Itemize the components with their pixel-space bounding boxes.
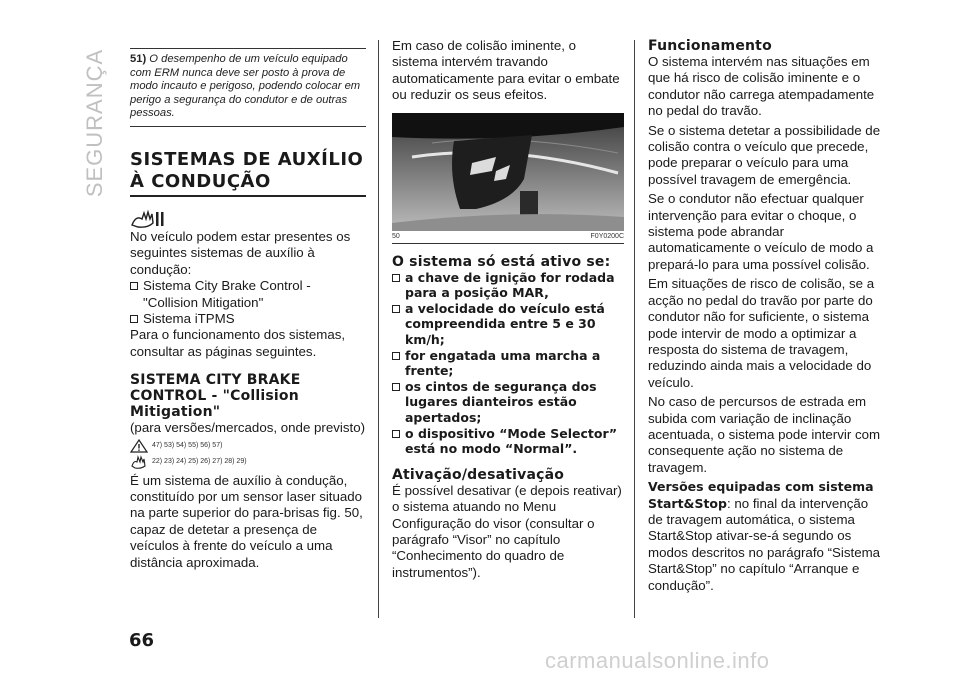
list-item: a velocidade do veículo está compreendida entre 5 e 30 km/h; [392, 301, 624, 348]
list-item: o dispositivo “Mode Selector” está no modo “Normal”. [392, 426, 624, 457]
figure-number: 50 [392, 232, 400, 240]
bullet-square-icon [392, 352, 400, 360]
page-number: 66 [129, 630, 155, 651]
warning-references [130, 439, 366, 453]
operation-paragraph: O sistema intervém nas situações em que há risco de colisão iminente e o condutor não carrega atempadamente no pedal do travão. [648, 54, 875, 119]
figure-code: F0Y0200C [590, 232, 624, 240]
warning-hand-icon [130, 209, 166, 229]
list-item: a chave de ignição for rodada para a posição MAR, [392, 270, 624, 301]
operation-paragraph: Se o sistema detetar a possibilidade de colisão contra o veículo que precede, pode preparar o veículo para uma possível travagem de emergência. [648, 122, 881, 187]
versions-note: (para versões/mercados, onde previsto) [130, 420, 366, 436]
note-number: 51) [130, 53, 147, 65]
activation-paragraph: É possível desativar (e depois reativar) o sistema atuando no Menu Configuração do visor (consultar o parágrafo “Visor” no capítulo “Conhecimento do quadro de instrumentos”). [392, 482, 622, 580]
figure-caption [392, 231, 624, 244]
column-left [130, 40, 366, 571]
warning-triangle-icon [130, 439, 148, 453]
bullet-square-icon [130, 282, 138, 290]
list-item: os cintos de segurança dos lugares dianteiros estão apertados; [392, 379, 624, 426]
warning-note [130, 48, 366, 127]
bullet-square-icon [130, 315, 138, 323]
intro-paragraph: No veículo podem estar presentes os seguintes sistemas de auxílio à condução: [130, 228, 351, 277]
column-divider [634, 40, 635, 618]
side-tab-label: SEGURANÇA [82, 48, 108, 198]
column-right [648, 38, 884, 594]
caution-refs-text: 22) 23) 24) 25) 26) 27) 28) 29) [152, 458, 247, 466]
description-paragraph: É um sistema de auxílio à condução, constituído por um sensor laser situado na parte superior do para-brisas fig. 50, capaz de detetar a presença de veículos à frente do veículo a uma distância aproximada. [130, 472, 363, 570]
icon-row [130, 209, 366, 229]
caution-references [130, 455, 366, 469]
column-middle [392, 38, 624, 581]
figure-windshield-sensor [392, 113, 624, 231]
bullet-square-icon [392, 305, 400, 313]
startstop-lead: Versões equipadas com sistema Start&Stop [648, 479, 874, 511]
caution-hand-icon [130, 455, 148, 469]
windshield-sensor-illustration [392, 113, 624, 231]
operation-paragraph: Em situações de risco de colisão, se a acção no pedal do travão por parte do condutor não for suficiente, o sistema pode intervir de modo a optimizar a resposta do sistema de travagem, reduzindo ainda mais a velocidade do veículo. [648, 276, 875, 390]
list-item: Sistema City Brake Control - "Collision Mitigation" [130, 278, 366, 311]
subsection-title: SISTEMA CITY BRAKE CONTROL - "Collision Mitigation" [130, 372, 301, 421]
section-side-tab [82, 48, 108, 198]
active-conditions-title: O sistema só está ativo se: [392, 253, 611, 270]
column-divider [378, 40, 379, 618]
warning-refs-text: 47) 53) 54) 55) 56) 57) [152, 442, 223, 450]
intro-end-paragraph: Para o funcionamento dos sistemas, consultar as páginas seguintes. [130, 327, 346, 359]
list-item: for engatada uma marcha a frente; [392, 348, 624, 379]
note-text: O desempenho de um veículo equipado com ERM nunca deve ser posto à prova de modo incauto e perigoso, podendo colocar em perigo a segurança do condutor e de outras pessoas. [130, 53, 361, 120]
section-title: SISTEMAS DE AUXÍLIO À CONDUÇÃO [130, 149, 366, 197]
watermark: carmanualsonline.info [545, 648, 770, 673]
bullet-square-icon [392, 274, 400, 282]
startstop-text: : no final da intervenção de travagem automática, o sistema Start&Stop ativar-se-á segundo os modos descritos no parágrafo “Sistema Start&Stop” no capítulo “Arranque e condução”. [648, 495, 881, 593]
list-item: Sistema iTPMS [130, 311, 366, 327]
bullet-square-icon [392, 383, 400, 391]
bullet-square-icon [392, 430, 400, 438]
activation-title: Ativação/desativação [392, 466, 565, 483]
operation-title: Funcionamento [648, 38, 772, 54]
col2-intro-paragraph: Em caso de colisão iminente, o sistema intervém travando automaticamente para evitar o embate ou reduzir os seus efeitos. [392, 38, 620, 103]
startstop-paragraph [648, 479, 884, 594]
operation-paragraph: No caso de percursos de estrada em subida com variação de inclinação acentuada, o sistema pode intervir com consequente ação no sistema de travagem. [648, 394, 881, 475]
operation-paragraph: Se o condutor não efectuar qualquer intervenção para evitar o choque, o sistema pode abrandar automaticamente o veículo de modo a prepará-lo para uma possível colisão. [648, 191, 874, 272]
